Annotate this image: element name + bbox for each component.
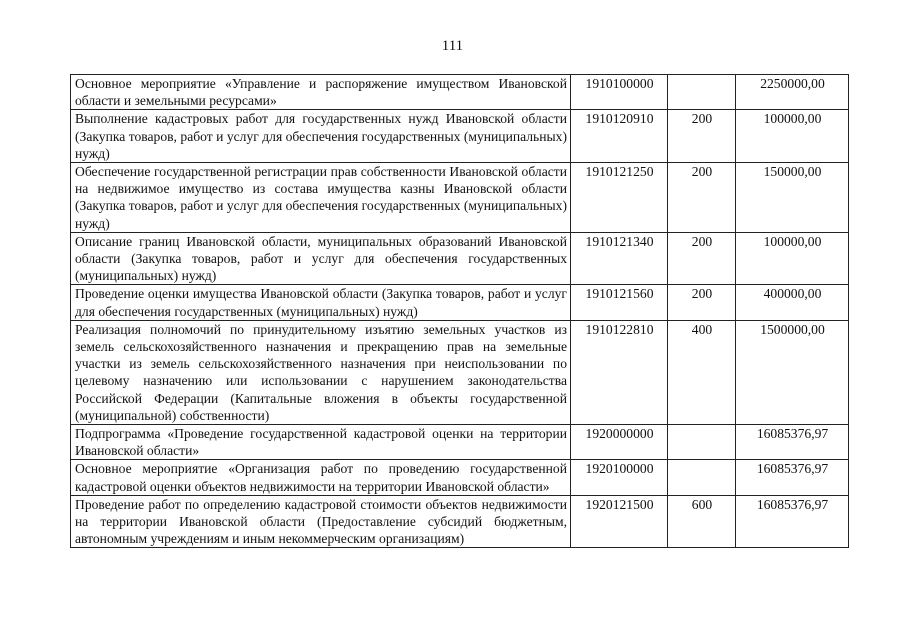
table-row xyxy=(71,110,849,163)
expense-type: 200 xyxy=(668,285,736,320)
table-row xyxy=(71,320,849,424)
target-code: 1910120910 xyxy=(571,110,668,163)
table-row xyxy=(71,495,849,548)
item-name: Описание границ Ивановской области, муниципальных образований Ивановской области (Закупка товаров, работ и услуг для обеспечения государственных (муниципальных) нужд) xyxy=(71,232,571,285)
amount: 100000,00 xyxy=(736,232,849,285)
target-code: 1910121560 xyxy=(571,285,668,320)
expense-type: 200 xyxy=(668,163,736,233)
item-name: Выполнение кадастровых работ для государственных нужд Ивановской области (Закупка товаров, работ и услуг для обеспечения государственных (муниципальных) нужд) xyxy=(71,110,571,163)
table-row xyxy=(71,232,849,285)
target-code: 1920121500 xyxy=(571,495,668,548)
table-row xyxy=(71,425,849,460)
expense-type: 200 xyxy=(668,110,736,163)
item-name: Основное мероприятие «Организация работ по проведению государственной кадастровой оценки объектов недвижимости на территории Ивановской области» xyxy=(71,460,571,495)
item-name: Обеспечение государственной регистрации прав собственности Ивановской области на недвижимое имущество из состава имущества казны Ивановской области (Закупка товаров, работ и услуг для обеспечения государственных (муниципальных) нужд) xyxy=(71,163,571,233)
item-name: Проведение оценки имущества Ивановской области (Закупка товаров, работ и услуг для обеспечения государственных (муниципальных) нужд) xyxy=(71,285,571,320)
item-name: Проведение работ по определению кадастровой стоимости объектов недвижимости на территории Ивановской области (Предоставление субсидий бюджетным, автономным учреждениям и иным некоммерческим организациям) xyxy=(71,495,571,548)
expense-type: 600 xyxy=(668,495,736,548)
expense-type xyxy=(668,460,736,495)
table-row xyxy=(71,75,849,110)
item-name: Реализация полномочий по принудительному изъятию земельных участков из земель сельскохозяйственного назначения и прекращению прав на земельные участки из земель сельскохозяйственного назначения при неиспользовании по целевому назначению или использовании с нарушением законодательства Российской Федерации (Капитальные вложения в объекты государственной (муниципальной) собственности) xyxy=(71,320,571,424)
amount: 16085376,97 xyxy=(736,460,849,495)
target-code: 1920100000 xyxy=(571,460,668,495)
table-row xyxy=(71,460,849,495)
table-row xyxy=(71,163,849,233)
target-code: 1910121250 xyxy=(571,163,668,233)
amount: 16085376,97 xyxy=(736,425,849,460)
amount: 2250000,00 xyxy=(736,75,849,110)
amount: 1500000,00 xyxy=(736,320,849,424)
item-name: Подпрограмма «Проведение государственной кадастровой оценки на территории Ивановской области» xyxy=(71,425,571,460)
item-name: Основное мероприятие «Управление и распоряжение имуществом Ивановской области и земельными ресурсами» xyxy=(71,75,571,110)
expense-type: 400 xyxy=(668,320,736,424)
page-number: 111 xyxy=(441,38,464,54)
target-code: 1910121340 xyxy=(571,232,668,285)
amount: 100000,00 xyxy=(736,110,849,163)
expense-type: 200 xyxy=(668,232,736,285)
target-code: 1920000000 xyxy=(571,425,668,460)
target-code: 1910100000 xyxy=(571,75,668,110)
amount: 150000,00 xyxy=(736,163,849,233)
budget-table xyxy=(70,74,849,548)
table-row xyxy=(71,285,849,320)
target-code: 1910122810 xyxy=(571,320,668,424)
amount: 400000,00 xyxy=(736,285,849,320)
amount: 16085376,97 xyxy=(736,495,849,548)
expense-type xyxy=(668,425,736,460)
expense-type xyxy=(668,75,736,110)
